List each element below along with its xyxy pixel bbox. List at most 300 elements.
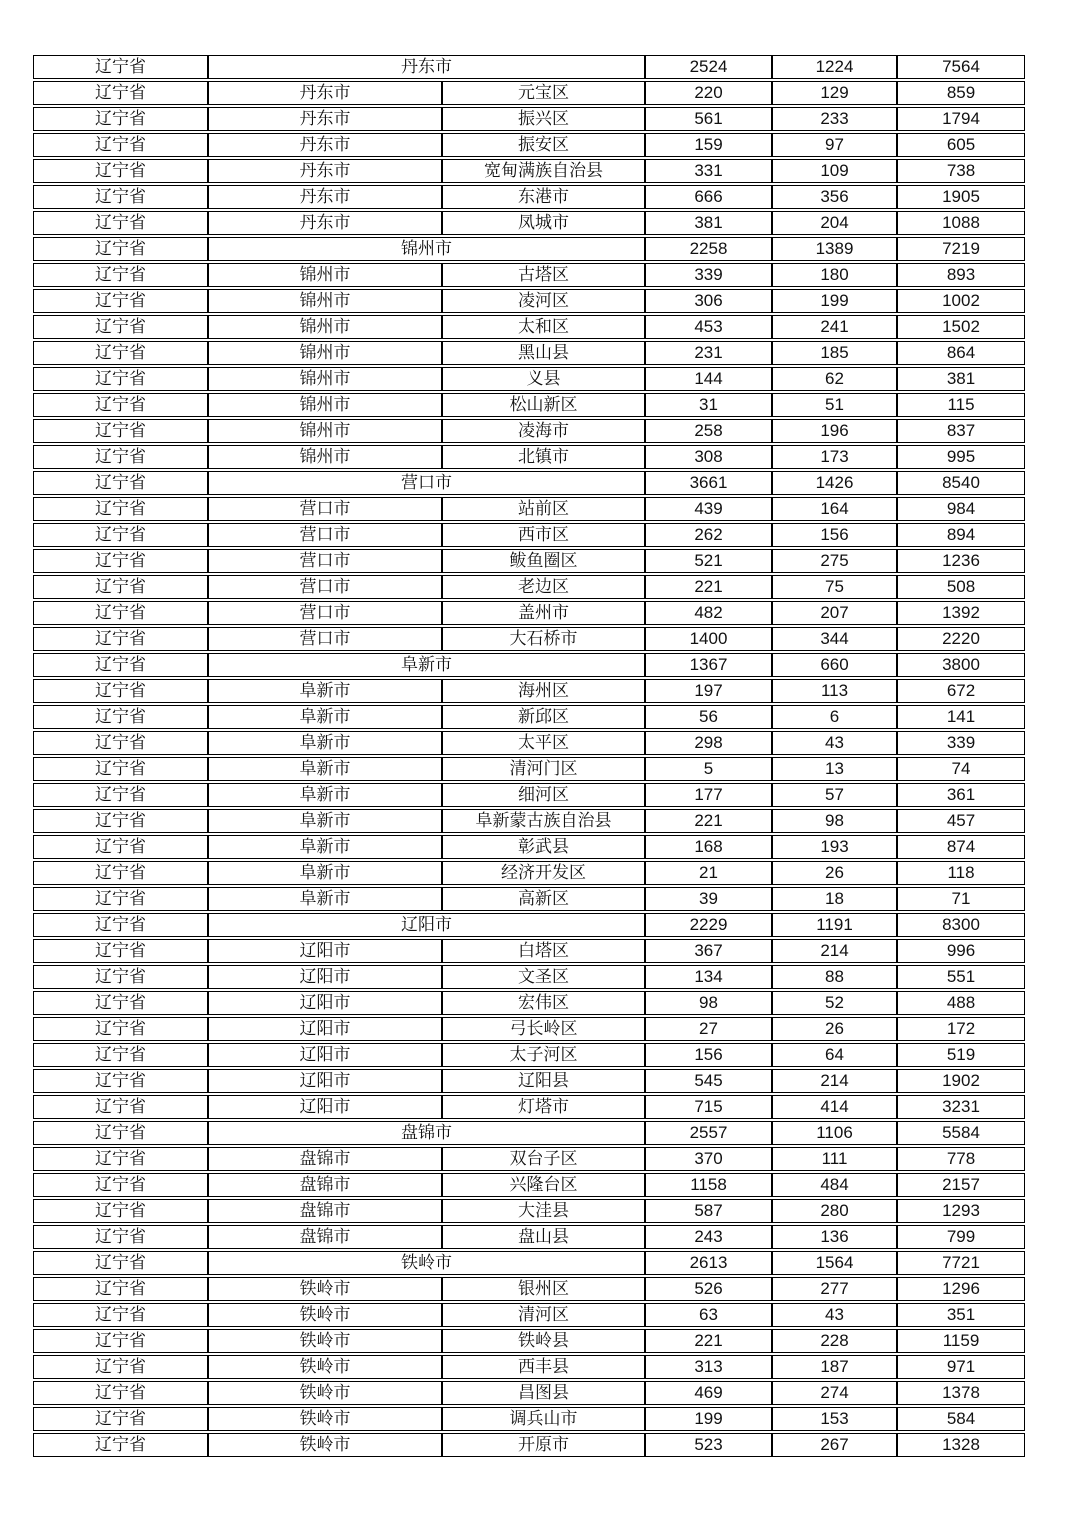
district-row: [33, 367, 1025, 391]
value-cell: 344: [772, 627, 897, 651]
district-row: [33, 1095, 1025, 1119]
value-cell: 43: [772, 731, 897, 755]
value-cell: 587: [645, 1199, 772, 1223]
value-cell: 204: [772, 211, 897, 235]
city-summary-cell: 铁岭市: [208, 1251, 645, 1275]
value-cell: 453: [645, 315, 772, 339]
district-row: [33, 1355, 1025, 1379]
value-cell: 199: [645, 1407, 772, 1431]
value-cell: 156: [645, 1043, 772, 1067]
value-cell: 356: [772, 185, 897, 209]
province-cell: 辽宁省: [33, 1225, 208, 1249]
district-cell: 老边区: [442, 575, 645, 599]
value-cell: 8540: [897, 471, 1025, 495]
city-summary-cell: 辽阳市: [208, 913, 645, 937]
city-cell: 锦州市: [208, 367, 442, 391]
district-row: [33, 159, 1025, 183]
city-cell: 盘锦市: [208, 1199, 442, 1223]
province-cell: 辽宁省: [33, 393, 208, 417]
value-cell: 893: [897, 263, 1025, 287]
value-cell: 233: [772, 107, 897, 131]
value-cell: 482: [645, 601, 772, 625]
value-cell: 1224: [772, 55, 897, 79]
district-row: [33, 939, 1025, 963]
province-cell: 辽宁省: [33, 1199, 208, 1223]
district-row: [33, 757, 1025, 781]
city-cell: 丹东市: [208, 133, 442, 157]
district-row: [33, 1069, 1025, 1093]
value-cell: 1400: [645, 627, 772, 651]
district-cell: 新邱区: [442, 705, 645, 729]
province-cell: 辽宁省: [33, 1433, 208, 1457]
district-row: [33, 1147, 1025, 1171]
value-cell: 71: [897, 887, 1025, 911]
district-cell: 东港市: [442, 185, 645, 209]
value-cell: 313: [645, 1355, 772, 1379]
value-cell: 561: [645, 107, 772, 131]
district-cell: 清河区: [442, 1303, 645, 1327]
value-cell: 1367: [645, 653, 772, 677]
city-cell: 阜新市: [208, 705, 442, 729]
district-row: [33, 575, 1025, 599]
district-row: [33, 1407, 1025, 1431]
city-summary-row: [33, 237, 1025, 261]
district-row: [33, 133, 1025, 157]
province-cell: 辽宁省: [33, 315, 208, 339]
value-cell: 197: [645, 679, 772, 703]
district-cell: 灯塔市: [442, 1095, 645, 1119]
city-cell: 辽阳市: [208, 965, 442, 989]
district-cell: 振兴区: [442, 107, 645, 131]
value-cell: 1392: [897, 601, 1025, 625]
district-cell: 义县: [442, 367, 645, 391]
value-cell: 64: [772, 1043, 897, 1067]
province-cell: 辽宁省: [33, 913, 208, 937]
value-cell: 1191: [772, 913, 897, 937]
district-row: [33, 211, 1025, 235]
city-cell: 营口市: [208, 575, 442, 599]
city-cell: 锦州市: [208, 315, 442, 339]
city-cell: 辽阳市: [208, 939, 442, 963]
district-row: [33, 81, 1025, 105]
district-row: [33, 1277, 1025, 1301]
value-cell: 2220: [897, 627, 1025, 651]
city-cell: 丹东市: [208, 211, 442, 235]
province-cell: 辽宁省: [33, 133, 208, 157]
value-cell: 168: [645, 835, 772, 859]
district-row: [33, 991, 1025, 1015]
city-cell: 锦州市: [208, 341, 442, 365]
district-cell: 凤城市: [442, 211, 645, 235]
value-cell: 715: [645, 1095, 772, 1119]
district-cell: 经济开发区: [442, 861, 645, 885]
value-cell: 221: [645, 575, 772, 599]
district-row: [33, 1017, 1025, 1041]
province-cell: 辽宁省: [33, 653, 208, 677]
province-cell: 辽宁省: [33, 445, 208, 469]
province-cell: 辽宁省: [33, 861, 208, 885]
value-cell: 1389: [772, 237, 897, 261]
city-summary-cell: 营口市: [208, 471, 645, 495]
value-cell: 26: [772, 1017, 897, 1041]
city-cell: 铁岭市: [208, 1381, 442, 1405]
value-cell: 13: [772, 757, 897, 781]
district-cell: 鲅鱼圈区: [442, 549, 645, 573]
value-cell: 1794: [897, 107, 1025, 131]
value-cell: 75: [772, 575, 897, 599]
value-cell: 111: [772, 1147, 897, 1171]
district-cell: 调兵山市: [442, 1407, 645, 1431]
district-cell: 黑山县: [442, 341, 645, 365]
province-cell: 辽宁省: [33, 809, 208, 833]
value-cell: 277: [772, 1277, 897, 1301]
district-row: [33, 705, 1025, 729]
value-cell: 1328: [897, 1433, 1025, 1457]
district-row: [33, 445, 1025, 469]
value-cell: 778: [897, 1147, 1025, 1171]
value-cell: 74: [897, 757, 1025, 781]
district-row: [33, 783, 1025, 807]
province-cell: 辽宁省: [33, 991, 208, 1015]
city-summary-cell: 阜新市: [208, 653, 645, 677]
value-cell: 118: [897, 861, 1025, 885]
city-cell: 阜新市: [208, 757, 442, 781]
district-row: [33, 835, 1025, 859]
district-cell: 铁岭县: [442, 1329, 645, 1353]
province-cell: 辽宁省: [33, 81, 208, 105]
value-cell: 164: [772, 497, 897, 521]
district-cell: 高新区: [442, 887, 645, 911]
value-cell: 367: [645, 939, 772, 963]
city-summary-row: [33, 471, 1025, 495]
city-summary-row: [33, 1121, 1025, 1145]
district-row: [33, 731, 1025, 755]
value-cell: 173: [772, 445, 897, 469]
city-cell: 辽阳市: [208, 1095, 442, 1119]
value-cell: 7564: [897, 55, 1025, 79]
value-cell: 874: [897, 835, 1025, 859]
province-cell: 辽宁省: [33, 575, 208, 599]
value-cell: 370: [645, 1147, 772, 1171]
value-cell: 172: [897, 1017, 1025, 1041]
district-row: [33, 419, 1025, 443]
value-cell: 457: [897, 809, 1025, 833]
value-cell: 1564: [772, 1251, 897, 1275]
district-cell: 文圣区: [442, 965, 645, 989]
province-cell: 辽宁省: [33, 185, 208, 209]
value-cell: 52: [772, 991, 897, 1015]
value-cell: 508: [897, 575, 1025, 599]
city-summary-row: [33, 653, 1025, 677]
value-cell: 207: [772, 601, 897, 625]
value-cell: 6: [772, 705, 897, 729]
district-cell: 松山新区: [442, 393, 645, 417]
district-cell: 海州区: [442, 679, 645, 703]
province-cell: 辽宁省: [33, 705, 208, 729]
district-row: [33, 1303, 1025, 1327]
value-cell: 56: [645, 705, 772, 729]
city-cell: 辽阳市: [208, 1017, 442, 1041]
value-cell: 2157: [897, 1173, 1025, 1197]
value-cell: 129: [772, 81, 897, 105]
value-cell: 1905: [897, 185, 1025, 209]
city-cell: 铁岭市: [208, 1355, 442, 1379]
district-row: [33, 1329, 1025, 1353]
district-cell: 太平区: [442, 731, 645, 755]
value-cell: 298: [645, 731, 772, 755]
city-cell: 锦州市: [208, 419, 442, 443]
value-cell: 97: [772, 133, 897, 157]
city-cell: 营口市: [208, 497, 442, 521]
table-body: [33, 55, 1025, 1457]
value-cell: 837: [897, 419, 1025, 443]
province-cell: 辽宁省: [33, 1147, 208, 1171]
value-cell: 196: [772, 419, 897, 443]
province-cell: 辽宁省: [33, 237, 208, 261]
value-cell: 351: [897, 1303, 1025, 1327]
value-cell: 156: [772, 523, 897, 547]
value-cell: 98: [645, 991, 772, 1015]
district-row: [33, 341, 1025, 365]
value-cell: 1296: [897, 1277, 1025, 1301]
value-cell: 228: [772, 1329, 897, 1353]
province-cell: 辽宁省: [33, 965, 208, 989]
province-cell: 辽宁省: [33, 263, 208, 287]
district-row: [33, 679, 1025, 703]
value-cell: 381: [897, 367, 1025, 391]
value-cell: 2524: [645, 55, 772, 79]
district-cell: 太子河区: [442, 1043, 645, 1067]
value-cell: 799: [897, 1225, 1025, 1249]
city-cell: 营口市: [208, 601, 442, 625]
value-cell: 21: [645, 861, 772, 885]
province-cell: 辽宁省: [33, 1043, 208, 1067]
province-cell: 辽宁省: [33, 679, 208, 703]
value-cell: 2557: [645, 1121, 772, 1145]
district-cell: 西丰县: [442, 1355, 645, 1379]
district-row: [33, 523, 1025, 547]
value-cell: 57: [772, 783, 897, 807]
value-cell: 199: [772, 289, 897, 313]
value-cell: 521: [645, 549, 772, 573]
value-cell: 31: [645, 393, 772, 417]
value-cell: 1158: [645, 1173, 772, 1197]
value-cell: 1088: [897, 211, 1025, 235]
value-cell: 381: [645, 211, 772, 235]
province-cell: 辽宁省: [33, 55, 208, 79]
district-cell: 凌河区: [442, 289, 645, 313]
value-cell: 1236: [897, 549, 1025, 573]
province-cell: 辽宁省: [33, 835, 208, 859]
district-cell: 古塔区: [442, 263, 645, 287]
value-cell: 39: [645, 887, 772, 911]
value-cell: 8300: [897, 913, 1025, 937]
value-cell: 1106: [772, 1121, 897, 1145]
province-cell: 辽宁省: [33, 419, 208, 443]
city-cell: 铁岭市: [208, 1329, 442, 1353]
city-cell: 营口市: [208, 549, 442, 573]
city-cell: 阜新市: [208, 731, 442, 755]
district-cell: 细河区: [442, 783, 645, 807]
value-cell: 115: [897, 393, 1025, 417]
province-cell: 辽宁省: [33, 1355, 208, 1379]
value-cell: 1378: [897, 1381, 1025, 1405]
city-cell: 丹东市: [208, 81, 442, 105]
value-cell: 605: [897, 133, 1025, 157]
city-cell: 营口市: [208, 523, 442, 547]
district-row: [33, 1173, 1025, 1197]
value-cell: 339: [897, 731, 1025, 755]
district-cell: 阜新蒙古族自治县: [442, 809, 645, 833]
value-cell: 361: [897, 783, 1025, 807]
value-cell: 306: [645, 289, 772, 313]
district-row: [33, 393, 1025, 417]
province-cell: 辽宁省: [33, 471, 208, 495]
value-cell: 134: [645, 965, 772, 989]
district-row: [33, 861, 1025, 885]
city-cell: 辽阳市: [208, 1043, 442, 1067]
city-cell: 盘锦市: [208, 1173, 442, 1197]
province-cell: 辽宁省: [33, 939, 208, 963]
value-cell: 1426: [772, 471, 897, 495]
city-summary-row: [33, 1251, 1025, 1275]
value-cell: 62: [772, 367, 897, 391]
value-cell: 414: [772, 1095, 897, 1119]
city-summary-cell: 锦州市: [208, 237, 645, 261]
province-cell: 辽宁省: [33, 159, 208, 183]
district-cell: 盖州市: [442, 601, 645, 625]
value-cell: 5584: [897, 1121, 1025, 1145]
value-cell: 136: [772, 1225, 897, 1249]
value-cell: 243: [645, 1225, 772, 1249]
value-cell: 241: [772, 315, 897, 339]
district-row: [33, 1381, 1025, 1405]
value-cell: 1002: [897, 289, 1025, 313]
district-cell: 西市区: [442, 523, 645, 547]
value-cell: 153: [772, 1407, 897, 1431]
city-cell: 阜新市: [208, 809, 442, 833]
district-cell: 双台子区: [442, 1147, 645, 1171]
value-cell: 274: [772, 1381, 897, 1405]
value-cell: 2229: [645, 913, 772, 937]
value-cell: 280: [772, 1199, 897, 1223]
value-cell: 995: [897, 445, 1025, 469]
value-cell: 88: [772, 965, 897, 989]
district-row: [33, 289, 1025, 313]
value-cell: 3231: [897, 1095, 1025, 1119]
city-cell: 丹东市: [208, 107, 442, 131]
value-cell: 221: [645, 809, 772, 833]
value-cell: 180: [772, 263, 897, 287]
city-cell: 铁岭市: [208, 1407, 442, 1431]
value-cell: 1502: [897, 315, 1025, 339]
province-cell: 辽宁省: [33, 1329, 208, 1353]
district-row: [33, 887, 1025, 911]
value-cell: 258: [645, 419, 772, 443]
value-cell: 5: [645, 757, 772, 781]
value-cell: 51: [772, 393, 897, 417]
value-cell: 159: [645, 133, 772, 157]
province-cell: 辽宁省: [33, 1407, 208, 1431]
district-cell: 元宝区: [442, 81, 645, 105]
city-cell: 盘锦市: [208, 1225, 442, 1249]
value-cell: 214: [772, 1069, 897, 1093]
value-cell: 1159: [897, 1329, 1025, 1353]
city-cell: 铁岭市: [208, 1277, 442, 1301]
value-cell: 1293: [897, 1199, 1025, 1223]
district-cell: 宽甸满族自治县: [442, 159, 645, 183]
value-cell: 551: [897, 965, 1025, 989]
province-cell: 辽宁省: [33, 497, 208, 521]
value-cell: 1902: [897, 1069, 1025, 1093]
value-cell: 894: [897, 523, 1025, 547]
province-cell: 辽宁省: [33, 289, 208, 313]
district-cell: 开原市: [442, 1433, 645, 1457]
value-cell: 526: [645, 1277, 772, 1301]
province-cell: 辽宁省: [33, 523, 208, 547]
province-cell: 辽宁省: [33, 1381, 208, 1405]
district-cell: 清河门区: [442, 757, 645, 781]
city-cell: 丹东市: [208, 185, 442, 209]
district-row: [33, 1199, 1025, 1223]
city-cell: 铁岭市: [208, 1303, 442, 1327]
district-row: [33, 185, 1025, 209]
district-row: [33, 809, 1025, 833]
value-cell: 971: [897, 1355, 1025, 1379]
district-cell: 兴隆台区: [442, 1173, 645, 1197]
district-cell: 宏伟区: [442, 991, 645, 1015]
province-cell: 辽宁省: [33, 367, 208, 391]
district-cell: 辽阳县: [442, 1069, 645, 1093]
city-cell: 锦州市: [208, 289, 442, 313]
city-cell: 锦州市: [208, 445, 442, 469]
city-cell: 锦州市: [208, 393, 442, 417]
value-cell: 214: [772, 939, 897, 963]
district-cell: 大洼县: [442, 1199, 645, 1223]
value-cell: 2613: [645, 1251, 772, 1275]
value-cell: 7219: [897, 237, 1025, 261]
city-cell: 铁岭市: [208, 1433, 442, 1457]
value-cell: 98: [772, 809, 897, 833]
value-cell: 63: [645, 1303, 772, 1327]
district-row: [33, 627, 1025, 651]
district-cell: 彰武县: [442, 835, 645, 859]
value-cell: 18: [772, 887, 897, 911]
province-cell: 辽宁省: [33, 1277, 208, 1301]
province-cell: 辽宁省: [33, 107, 208, 131]
province-statistics-table: [33, 53, 1025, 1459]
city-summary-row: [33, 913, 1025, 937]
value-cell: 275: [772, 549, 897, 573]
district-cell: 北镇市: [442, 445, 645, 469]
district-cell: 银州区: [442, 1277, 645, 1301]
district-row: [33, 601, 1025, 625]
city-cell: 辽阳市: [208, 991, 442, 1015]
value-cell: 187: [772, 1355, 897, 1379]
district-cell: 盘山县: [442, 1225, 645, 1249]
value-cell: 262: [645, 523, 772, 547]
value-cell: 177: [645, 783, 772, 807]
value-cell: 488: [897, 991, 1025, 1015]
value-cell: 339: [645, 263, 772, 287]
province-cell: 辽宁省: [33, 1251, 208, 1275]
district-row: [33, 549, 1025, 573]
province-cell: 辽宁省: [33, 1173, 208, 1197]
city-cell: 辽阳市: [208, 1069, 442, 1093]
value-cell: 3661: [645, 471, 772, 495]
province-cell: 辽宁省: [33, 757, 208, 781]
district-cell: 站前区: [442, 497, 645, 521]
